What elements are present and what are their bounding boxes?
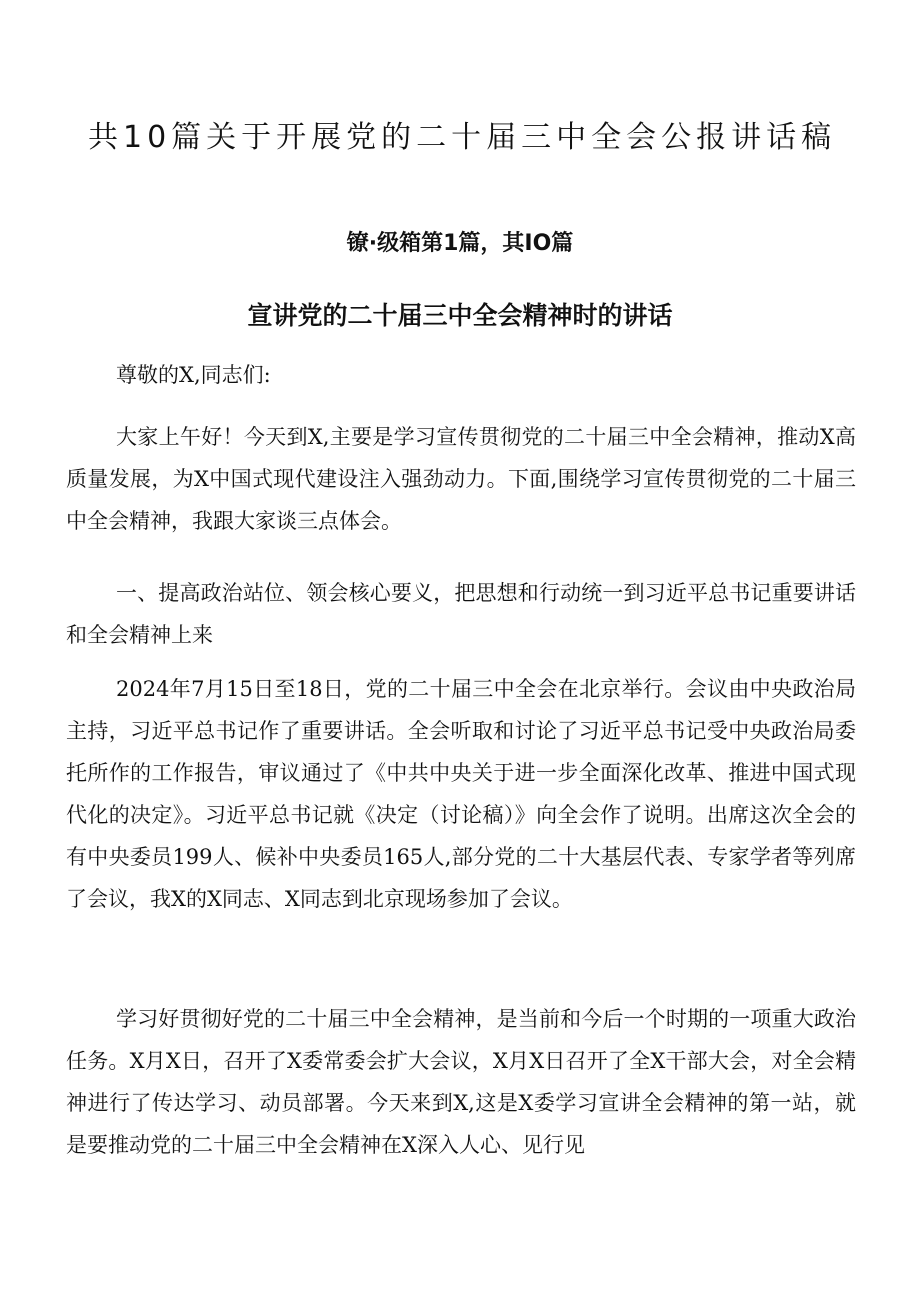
salutation: 尊敬的X,同志们: bbox=[116, 363, 271, 387]
section-label: 镣·级箱第1篇，其IO篇 bbox=[346, 231, 574, 256]
paragraph-intro: 大家上午好！今天到X,主要是学习宣传贯彻党的二十届三中全会精神，推动X高质量发展，为X中国式现代建设注入强劲动力。下面,围绕学习宣传贯彻党的二十届三中全会精神，我跟大家谈三点体会。 bbox=[66, 425, 856, 533]
section-heading-1: 一、提高政治站位、领会核心要义，把思想和行动统一到习近平总书记重要讲话和全会精神上来 bbox=[66, 581, 856, 647]
paragraph-plenum-summary: 2024年7月15日至18日，党的二十届三中全会在北京举行。会议由中央政治局主持，习近平总书记作了重要讲话。全会听取和讨论了习近平总书记受中央政治局委托所作的工作报告，审议通过了《中共中央关于进一步全面深化改革、推进中国式现代化的决定》。习近平总书记就《决定（讨论稿）》向全会作了说明。出席这次全会的有中央委员199人、候补中央委员165人,部分党的二十大基层代表、专家学者等列席了会议，我X的X同志、X同志到北京现场参加了会议。 bbox=[66, 677, 856, 911]
speech-title: 宣讲党的二十届三中全会精神时的讲话 bbox=[247, 301, 673, 330]
paragraph-task: 学习好贯彻好党的二十届三中全会精神，是当前和今后一个时期的一项重大政治任务。X月X日，召开了X委常委会扩大会议，X月X日召开了全X干部大会，对全会精神进行了传达学习、动员部署。今天来到X,这是X委学习宣讲全会精神的第一站，就是要推动党的二十届三中全会精神在X深入人心、见行见 bbox=[66, 1007, 856, 1157]
document-title: 共10篇关于开展党的二十届三中全会公报讲话稿 bbox=[88, 120, 837, 155]
